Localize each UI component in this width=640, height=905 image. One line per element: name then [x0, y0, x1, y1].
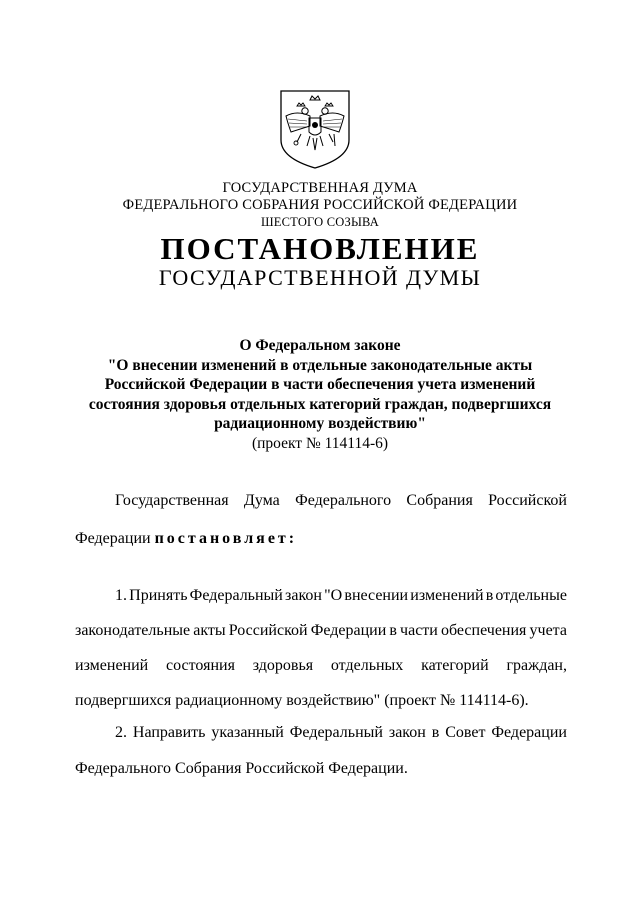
draft-number: (проект № 114114-6)	[251, 434, 389, 452]
word: Федеральный	[289, 724, 383, 741]
word: Российской	[488, 492, 567, 509]
document-subtitle: ГОСУДАРСТВЕННОЙ ДУМЫ	[158, 265, 482, 290]
item-2-line	[75, 724, 567, 742]
resolves-word: постановляет:	[154, 530, 298, 547]
justified-line	[75, 492, 567, 510]
justified-line	[75, 724, 567, 742]
word: акты	[193, 622, 226, 639]
word: изменений	[75, 657, 149, 674]
item-1-line	[75, 587, 567, 605]
word: в	[485, 587, 494, 604]
word: Дума	[243, 492, 280, 509]
word: Принять	[129, 587, 188, 604]
preamble-line	[75, 530, 567, 548]
word: в	[431, 724, 440, 741]
item-2-last-line: Федерального Собрания Российской Федерации.	[75, 760, 408, 777]
russian-coat-of-arms-icon	[277, 88, 353, 170]
law-heading-line: Российской Федерации в части обеспечения учета изменений	[104, 376, 536, 393]
item-1-line	[75, 692, 567, 710]
word: части	[400, 622, 438, 639]
word: Совет	[445, 724, 486, 741]
word: изменений	[410, 587, 484, 604]
justified-line	[75, 657, 567, 675]
word: отдельные	[495, 587, 567, 604]
law-heading-line: состояния здоровья отдельных категорий граждан, подвергшихся	[88, 395, 552, 413]
law-heading-line: О Федеральном законе	[239, 337, 401, 354]
word: 1.	[115, 587, 127, 604]
federal-assembly-header: ФЕДЕРАЛЬНОГО СОБРАНИЯ РОССИЙСКОЙ ФЕДЕРАЦИИ	[122, 197, 518, 213]
word: состояния	[166, 657, 235, 674]
word: Федеральный	[189, 587, 283, 604]
word: Государственная	[115, 492, 229, 509]
duma-header: ГОСУДАРСТВЕННАЯ ДУМА	[222, 180, 418, 196]
preamble-line	[75, 492, 567, 510]
word: законодательные	[75, 622, 191, 639]
word: закон	[388, 724, 426, 741]
preamble-text: Федерации	[75, 530, 155, 547]
word: закон	[285, 587, 322, 604]
word: обеспечения	[440, 622, 527, 639]
word: "О	[324, 587, 343, 604]
word: отдельных	[330, 657, 404, 674]
word: Федерации	[491, 724, 567, 741]
item-1-last-line: подвергшихся радиационному воздействию" (проект № 114114-6).	[75, 692, 529, 709]
coat-of-arms-emblem	[277, 88, 353, 170]
word: здоровья	[252, 657, 314, 674]
word: Российской	[228, 622, 308, 639]
law-heading	[0, 336, 640, 453]
law-heading-line: радиационному воздействию"	[214, 415, 426, 432]
document-title: ПОСТАНОВЛЕНИЕ	[160, 231, 480, 266]
word: граждан,	[506, 657, 567, 674]
item-2-line	[75, 760, 567, 778]
item-1-line	[75, 657, 567, 675]
justified-line	[75, 622, 567, 640]
word: внесении	[344, 587, 409, 604]
word: 2.	[115, 724, 127, 741]
word: в	[389, 622, 397, 639]
word: учета	[529, 622, 567, 639]
word: Направить	[132, 724, 206, 741]
convocation-header: ШЕСТОГО СОЗЫВА	[260, 215, 380, 229]
justified-line	[75, 587, 567, 605]
word: указанный	[211, 724, 284, 741]
word: Федерального	[295, 492, 392, 509]
word: категорий	[421, 657, 489, 674]
item-1-line	[75, 622, 567, 640]
word: Собрания	[406, 492, 473, 509]
word: Федерации	[310, 622, 387, 639]
law-heading-line: "О внесении изменений в отдельные законодательные акты	[107, 356, 533, 374]
